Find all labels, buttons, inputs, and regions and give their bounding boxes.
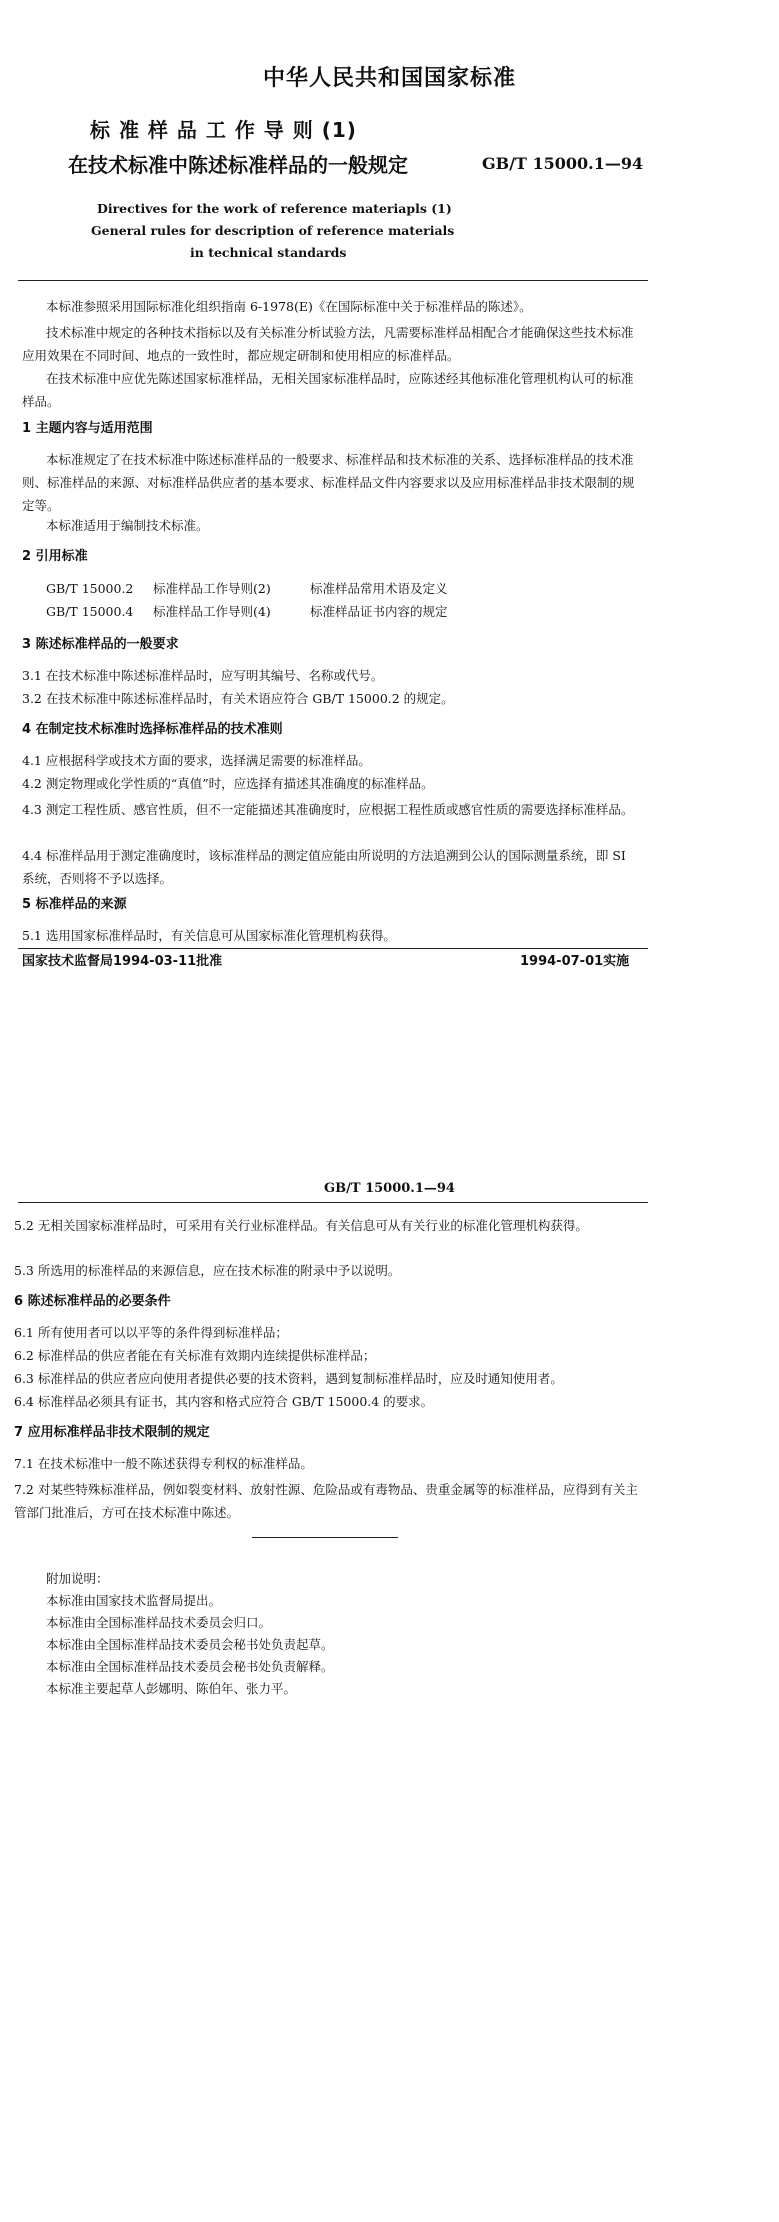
english-title-line3: in technical standards <box>190 245 347 260</box>
clause-4-3: 4.3 测定工程性质、感官性质，但不一定能描述其准确度时，应根据工程性质或感官性质的需要选择标准样品。 <box>22 802 634 817</box>
intro-paragraph-3: 在技术标准中应优先陈述国家标准样品，无相关国家标准样品时，应陈述经其他标准化管理机构认可的标准样品。 <box>22 371 634 409</box>
section-1-title: 1 主题内容与适用范围 <box>22 421 153 436</box>
clause-5-3: 5.3 所选用的标准样品的来源信息，应在技术标准的附录中予以说明。 <box>14 1263 401 1278</box>
clause-4-2: 4.2 测定物理或化学性质的“真值”时，应选择有描述其准确度的标准样品。 <box>22 776 434 791</box>
reference-code: GB/T 15000.2 <box>46 581 134 596</box>
reference-desc: 标准样品证书内容的规定 <box>310 604 448 619</box>
approval-date: 国家技术监督局1994-03-11批准 <box>22 954 223 969</box>
header-divider <box>18 280 648 281</box>
english-title-line1: Directives for the work of reference materiapls (1) <box>97 201 452 216</box>
clause-4-4: 4.4 标准样品用于测定准确度时，该标准样品的测定值应能由所说明的方法追溯到公认的国际测量系统，即 SI 系统，否则将不予以选择。 <box>22 848 626 886</box>
section-3-title: 3 陈述标准样品的一般要求 <box>22 637 179 652</box>
clause-6-2: 6.2 标准样品的供应者能在有关标准有效期内连续提供标准样品； <box>14 1348 376 1363</box>
reference-name: 标准样品工作导则(4) <box>153 604 271 619</box>
page-2-header-divider <box>18 1202 648 1203</box>
footer-divider <box>18 948 648 949</box>
section-5-title: 5 标准样品的来源 <box>22 897 127 912</box>
section-1-scope: 本标准适用于编制技术标准。 <box>46 518 209 533</box>
note-line: 本标准由国家技术监督局提出。 <box>46 1593 222 1608</box>
note-line: 本标准由全国标准样品技术委员会秘书处负责起草。 <box>46 1637 334 1652</box>
clause-4-1: 4.1 应根据科学或技术方面的要求，选择满足需要的标准样品。 <box>22 753 371 768</box>
notes-title: 附加说明： <box>46 1571 109 1586</box>
clause-6-3: 6.3 标准样品的供应者应向使用者提供必要的技术资料，遇到复制标准样品时，应及时通知使用者。 <box>14 1371 563 1386</box>
section-4-title: 4 在制定技术标准时选择标准样品的技术准则 <box>22 722 283 737</box>
clause-7-2: 7.2 对某些特殊标准样品，例如裂变材料、放射性源、危险品或有毒物品、贵重金属等的标准样品，应得到有关主管部门批准后，方可在技术标准中陈述。 <box>14 1482 638 1520</box>
reference-desc: 标准样品常用术语及定义 <box>310 581 448 596</box>
english-title-line2: General rules for description of reference materials <box>91 223 455 238</box>
clause-5-2: 5.2 无相关国家标准样品时，可采用有关行业标准样品。有关信息可从有关行业的标准化管理机构获得。 <box>14 1218 588 1233</box>
doc-title-line1: 标 准 样 品 工 作 导 则 (1) <box>90 118 357 142</box>
clause-6-1: 6.1 所有使用者可以以平等的条件得到标准样品； <box>14 1325 288 1340</box>
clause-6-4: 6.4 标准样品必须具有证书，其内容和格式应符合 GB/T 15000.4 的要求。 <box>14 1394 434 1409</box>
note-line: 本标准由全国标准样品技术委员会归口。 <box>46 1615 272 1630</box>
implementation-date: 1994-07-01实施 <box>520 954 630 969</box>
note-line: 本标准主要起草人彭娜明、陈伯年、张力平。 <box>46 1681 297 1696</box>
clause-3-1: 3.1 在技术标准中陈述标准样品时，应写明其编号、名称或代号。 <box>22 668 384 683</box>
section-6-title: 6 陈述标准样品的必要条件 <box>14 1294 171 1309</box>
clause-5-1: 5.1 选用国家标准样品时，有关信息可从国家标准化管理机构获得。 <box>22 928 396 943</box>
intro-paragraph-2: 技术标准中规定的各种技术指标以及有关标准分析试验方法，凡需要标准样品相配合才能确保这些技术标准应用效果在不同时间、地点的一致性时，都应规定研制和使用相应的标准样品。 <box>22 325 634 363</box>
closing-rule <box>252 1537 398 1538</box>
note-line: 本标准由全国标准样品技术委员会秘书处负责解释。 <box>46 1659 334 1674</box>
section-2-title: 2 引用标准 <box>22 549 88 564</box>
intro-paragraph-1: 本标准参照采用国际标准化组织指南 6-1978(E)《在国际标准中关于标准样品的陈述》。 <box>46 299 532 314</box>
doc-title-line2: 在技术标准中陈述标准样品的一般规定 <box>68 153 408 177</box>
clause-7-1: 7.1 在技术标准中一般不陈述获得专利权的标准样品。 <box>14 1456 313 1471</box>
reference-code: GB/T 15000.4 <box>46 604 134 619</box>
section-1-paragraph: 本标准规定了在技术标准中陈述标准样品的一般要求、标准样品和技术标准的关系、选择标准样品的技术准则、标准样品的来源、对标准样品供应者的基本要求、标准样品文件内容要求以及应用标准样品非技术限制的规定等。 <box>22 452 635 513</box>
org-title: 中华人民共和国国家标准 <box>262 66 516 91</box>
standard-code: GB/T 15000.1—94 <box>482 154 644 173</box>
clause-3-2: 3.2 在技术标准中陈述标准样品时，有关术语应符合 GB/T 15000.2 的规定。 <box>22 691 454 706</box>
reference-name: 标准样品工作导则(2) <box>153 581 271 596</box>
section-7-title: 7 应用标准样品非技术限制的规定 <box>14 1425 210 1440</box>
page-2-header-code: GB/T 15000.1—94 <box>324 1181 455 1196</box>
